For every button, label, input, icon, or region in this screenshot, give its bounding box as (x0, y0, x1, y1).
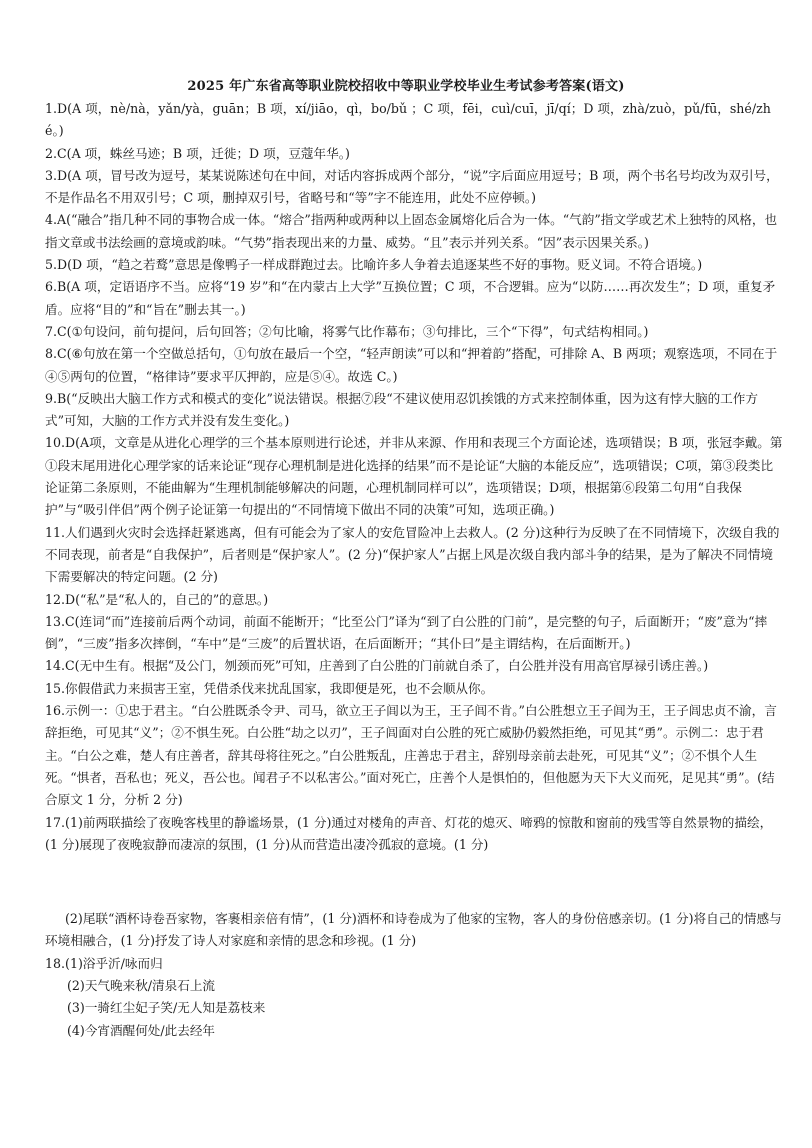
answer-item: 12.D(“私”是“私人的，自己的”的意思。) (45, 591, 269, 607)
answer-item: (2)尾联“酒杯诗卷吾家物，客裹相亲倍有情”，(1 分)酒杯和诗卷成为了他家的宝物，客人的身份倍感亲切。(1 分)将自己的情感与环境相融合，(1 分)抒发了诗人对家庭和亲情的思念和珍视。(1 分) (45, 911, 782, 949)
answer-item: 13.C(连词“而”连接前后两个动词，前面不能断开；“比至公门”译为“到了白公胜的门前”，是完整的句子，后面断开；“废”意为“摔倒”，“三废”指多次摔倒，“车中”是“三废”的后置状语，在后面断开；“其仆曰”是主谓结构，在后面断开。) (45, 613, 768, 652)
answer-subitem: (3)一骑红尘妃子笑/无人知是荔枝来 (67, 1000, 266, 1016)
answer-subitem: (2)天气晚来秋/清泉石上流 (67, 977, 216, 993)
answer-item: 11.人们遇到火灾时会选择赶紧逃离，但有可能会为了家人的安危冒险冲上去救人。(2 分)这种行为反映了在不同情境下，次级自我的不同表现，前者是“自我保护”，后者则是“保护家人”。(2 分)“保护家人”占据上风是次级自我内部斗争的结果，是为了解决不同情境下需要解决的特定问题。(2 分) (45, 524, 780, 585)
answer-item: 6.B(A 项，定语语序不当。应将“19 岁”和“在内蒙古上大学”互换位置；C 项，不合逻辑。应为“以防……再次发生”；D 项，重复矛盾。应将“目的”和“旨在”删去其一。) (45, 279, 776, 317)
answer-subitem: (4)今宵酒醒何处/此去经年 (67, 1022, 216, 1038)
answer-item: 9.B(“反映出大脑工作方式和模式的变化”说法错误。根据⑦段“不建议使用忍饥挨饿的方式来控制体重，因为这有悖大脑的工作方式”可知，大脑的工作方式并没有发生变化。) (45, 390, 758, 429)
answer-item: 4.A(“融合”指几种不同的事物合成一体。“熔合”指两种或两种以上固态金属熔化后合为一体。“气韵”指文学或艺术上独特的风格，也指文章或书法绘画的意境或韵味。“气势”指表现出来的力量、威势。“且”表示并列关系。“因”表示因果关系。) (45, 212, 778, 250)
answer-item: 14.C(无中生有。根据“及公门，刎颈而死”可知，庄善到了白公胜的门前就自杀了，白公胜并没有用高官厚禄引诱庄善。) (45, 658, 709, 674)
blank-gap (45, 856, 785, 908)
answer-item: 18.(1)浴乎沂/咏而归 (45, 955, 163, 971)
answer-body (45, 98, 785, 1042)
answer-item: 1.D(A 项，nè/nà，yǎn/yà，guān；B 项，xí/jiāo，qì，bo/bǔ ；C 项，fēi，cuì/cuī，jī/qí；D 项，zhà/zuò，pǔ/fū，shé/zhé。) (45, 101, 771, 139)
page-title: 2025 年广东省高等职业院校招收中等职业学校毕业生考试参考答案(语文) (187, 79, 625, 94)
answer-item: 8.C(⑥句放在第一个空做总括句，①句放在最后一个空，“轻声朗读”可以和“押着韵”搭配，可排除 A、B 两项；观察选项，不同在于④⑤两句的位置，“格律诗”要求平仄押韵，应是⑤④。故选 C。) (45, 346, 778, 384)
answer-item: 3.D(A 项，冒号改为逗号，某某说陈述句在中间，对话内容拆成两个部分，“说”字后面应用逗号；B 项，两个书名号均改为双引号，不是作品名不用双引号；C 项，删掉双引号，省略号和“等”字不能连用，此处不应停顿。) (45, 167, 779, 206)
answer-item: 2.C(A 项，蛛丝马迹；B 项，迁徙；D 项，豆蔻年华。) (45, 145, 350, 161)
answer-item: 10.D(A项，文章是从进化心理学的三个基本原则进行论述，并非从来源、作用和表现三个方面论述，选项错误；B 项，张冠李戴。第①段末尾用进化心理学家的话来论证“现存心理机制是进化选择的结果”而不是论证“大脑的本能反应”，选项错误；C项，第③段类比论证第二条原则，不能曲解为“生理机制能够解决的问题，心理机制同样可以”，选项错误；D项，根据第⑥段第二句用“自我保护”与“吸引伴侣”两个例子论证第一句提出的“不同情境下做出不同的决策”可知，选项正确。) (45, 435, 783, 518)
answer-item: 17.(1)前两联描绘了夜晚客栈里的静谧场景，(1 分)通过对楼角的声音、灯花的熄灭、啼鸦的惊散和窗前的残雪等自然景物的描绘，(1 分)展现了夜晚寂静而凄凉的氛围，(1 分)从而营造出凄冷孤寂的意境。(1 分) (45, 814, 773, 852)
answer-item: 7.C(①句设问，前句提问，后句回答；②句比喻，将雾气比作幕布；③句排比，三个“下得”，句式结构相同。) (45, 323, 649, 339)
answer-item: 5.D(D 项，“趋之若鹜”意思是像鸭子一样成群跑过去。比喻许多人争着去追逐某些不好的事物。贬义词。不符合语境。) (45, 257, 703, 273)
answer-item: 15.你假借武力来损害王室，凭借杀伐来扰乱国家，我即便是死，也不会顺从你。 (45, 680, 494, 696)
answer-item: 16.示例一：①忠于君主。“白公胜既杀令尹、司马，欲立王子闾以为王，王子闾不肯。”白公胜想立王子闾为王，王子闾忠贞不渝，言辞拒绝，可见其“义”；②不惧生死。白公胜“劫之以刃”，王子闾面对白公胜的死亡威胁仍毅然拒绝，可见其“勇”。示例二：忠于君主。“白公之难，楚人有庄善者，辞其母将往死之。”白公胜叛乱，庄善忠于君主，辞别母亲前去赴死，可见其“义”；②不惧个人生死。“惧者，吾私也；死义，吾公也。闻君子不以私害公。”面对死亡，庄善个人是惧怕的，但他愿为天下大义而死，足见其“勇”。(结合原文 1 分，分析 2 分) (45, 703, 777, 808)
